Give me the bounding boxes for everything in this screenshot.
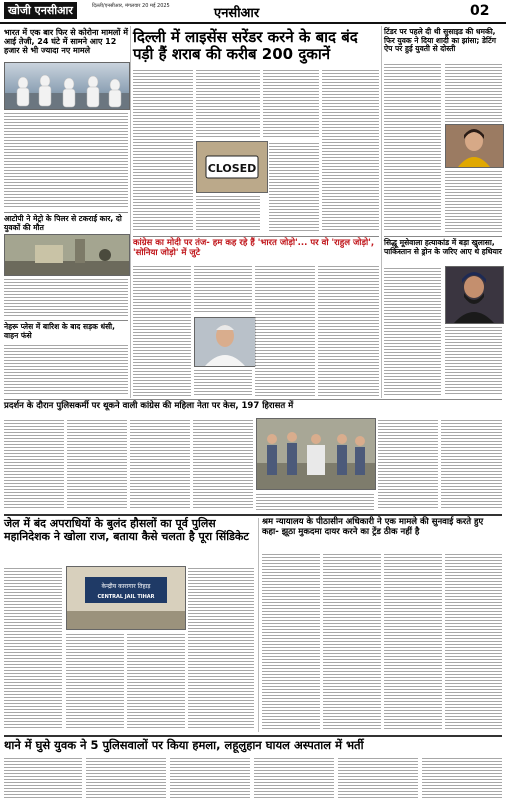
protest-body-4	[193, 418, 253, 510]
lead-body-col4	[322, 68, 379, 232]
labour-headline: श्रम न्यायालय के पीठासीन अधिकारी ने एक मामले की सुनवाई करते हुए कहा- झूठा मुकदमा दायर करने का ट्रेंड ठीक नहीं है	[262, 517, 484, 537]
tihar-sign-english: CENTRAL JAIL TIHAR	[97, 594, 155, 600]
road-accident-photo	[4, 234, 130, 276]
tinder-body-3	[445, 169, 502, 232]
sidhu-headline: सिद्धू मूसेवाला हत्याकांड में बड़ा खुलासा, पाकिस्तान से ड्रोन के जरिए आए थे हथियार	[384, 238, 502, 256]
tinder-body-1	[384, 62, 441, 232]
congress-headline: कांग्रेस का मोदी पर तंज- हम कह रहे हैं 'भारत जोड़ो'... पर वो 'राहुल जोड़ो', 'सोनिया जोड़ो' में जुटे	[133, 238, 375, 258]
jail-body-2	[66, 632, 124, 730]
tinder-woman-photo	[445, 124, 504, 168]
attack-body-1	[4, 756, 82, 798]
tinder-body-2	[445, 62, 502, 122]
jail-body-1	[4, 566, 62, 730]
attack-body-5	[338, 756, 418, 798]
covid-photo	[4, 62, 130, 110]
masthead	[0, 0, 506, 24]
protest-photo	[256, 418, 376, 490]
lead-body-col2b	[196, 194, 260, 232]
covid-headline: भारत में एक बार फिर से कोरोना मामलों में आई तेजी, 24 घंटे में सामने आए 12 हजार से भी ज्यादा नए मामले	[4, 28, 128, 56]
attack-body-4	[254, 756, 334, 798]
sidhu-photo	[445, 266, 504, 324]
jail-body-3	[127, 632, 185, 730]
protest-body-2	[67, 418, 127, 510]
protest-body-1	[4, 418, 64, 510]
airport-body	[4, 277, 128, 317]
attack-body-3	[170, 756, 250, 798]
protest-body-5	[256, 492, 374, 510]
tihar-sign-hindi: केन्द्रीय कारागार तिहाड़	[101, 583, 151, 590]
tinder-headline: टिंडर पर पहले दी थी सुसाइड की धमकी, फिर युवक ने दिया शादी का झांसा; डेटिंग ऐप पर हुई युवती से दोस्ती	[384, 27, 496, 54]
masthead-brand: खोजी एनसीआर	[4, 2, 77, 19]
labour-body-3	[384, 552, 442, 730]
jail-headline: जेल में बंद अपराधियों के बुलंद हौसलों का पूर्व पुलिस महानिदेशक ने खोला राज, बताया कैसे चलता है पूरा सिंडिकेट	[4, 517, 249, 543]
labour-body-1	[262, 552, 320, 730]
page-number: 02	[470, 3, 490, 19]
protest-headline: प्रदर्शन के दौरान पुलिसकर्मी पर थूकने वाली कांग्रेस की महिला नेता पर केस, 197 हिरासत में	[4, 401, 294, 411]
closed-sign-text: CLOSED	[207, 162, 257, 175]
attack-body-6	[422, 756, 502, 798]
ppe-workers-image	[5, 63, 129, 109]
congress-leader-photo	[194, 317, 256, 367]
congress-body-4	[255, 264, 315, 396]
lead-body-col1	[133, 68, 193, 232]
closed-sign-photo	[196, 141, 268, 193]
congress-body-2	[194, 264, 252, 314]
airport-headline: आटोपी ने मेट्रो के पिलर से टकराई कार, दो युवकों की मौत	[4, 214, 122, 232]
lead-body-col3b	[269, 141, 319, 232]
tihar-jail-photo	[66, 566, 186, 630]
attack-body-2	[86, 756, 166, 798]
protest-body-6	[378, 418, 438, 510]
congress-body-5	[318, 264, 379, 396]
lead-body-col3	[263, 68, 319, 138]
delhi-short-body	[4, 343, 128, 395]
lead-headline: दिल्ली में लाइसेंस सरेंडर करने के बाद बंद पड़ी हैं शराब की करीब 200 दुकानें	[133, 28, 358, 64]
delhi-short-headline: नेहरू प्लेस में बारिश के बाद सड़क धंसी, वाहन फंसे	[4, 322, 115, 340]
section-title: एनसीआर	[214, 6, 260, 21]
sidhu-body-1	[384, 266, 441, 396]
congress-body-1	[133, 264, 191, 396]
protest-body-7	[441, 418, 502, 510]
masthead-dateline: दिल्ली/एनसीआर, मंगलवार 20 मई 2025	[92, 3, 170, 9]
protest-body-3	[130, 418, 190, 510]
labour-body-2	[323, 552, 381, 730]
attack-headline: थाने में घुसे युवक ने 5 पुलिसवालों पर किया हमला, लहूलुहान घायल अस्पताल में भर्ती	[4, 738, 364, 752]
sidhu-body-2	[445, 325, 502, 396]
congress-body-3	[194, 368, 252, 396]
labour-body-4	[445, 552, 502, 730]
covid-body	[4, 111, 128, 209]
lead-body-col2	[196, 68, 260, 138]
jail-body-4	[188, 566, 254, 730]
